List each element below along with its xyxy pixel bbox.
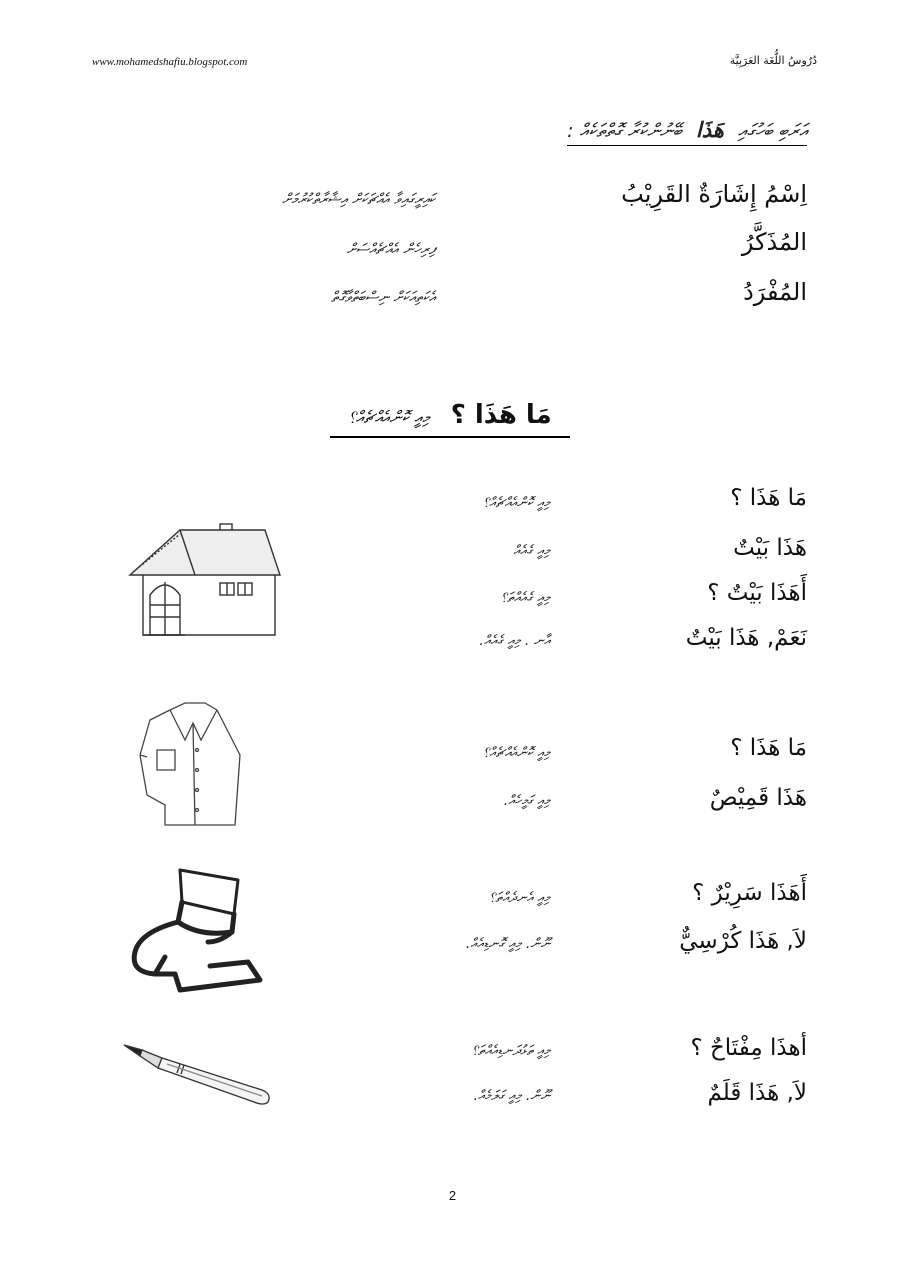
intro-keyword: هَذَا xyxy=(695,118,724,142)
qa-dv-house-3: މިއީ ގެއެއްތަ؟ xyxy=(500,590,550,606)
header-url: www.mohamedshafiu.blogspot.com xyxy=(92,56,248,68)
chair-illustration xyxy=(130,862,270,997)
qa-dv-chair-1: މިއީ އެނދެއްތަ؟ xyxy=(488,890,550,906)
pen-illustration xyxy=(122,1040,277,1110)
qa-dv-pen-2: ނޫން. މިއީ ގަލަމެއް. xyxy=(473,1088,550,1104)
section-title xyxy=(330,400,570,438)
page-number: 2 xyxy=(448,1188,457,1203)
intro-line xyxy=(567,118,807,146)
definition-ar-3: المُفْرَدُ xyxy=(743,278,807,306)
qa-dv-chair-2: ނޫން. މިއީ ގޮނޑިއެއް. xyxy=(465,936,550,952)
qa-ar-house-3: أَهَذَا بَيْتٌ ؟ xyxy=(707,580,807,606)
header-title: دُرُوسُ اللُّغَة العَرَبِيَّة xyxy=(729,54,817,67)
qa-dv-house-1: މިއީ ކޮންއެއްޗެއް؟ xyxy=(482,495,550,511)
qa-ar-chair-2: لاَ, هَذَا كُرْسِيٌّ xyxy=(679,928,807,954)
qa-ar-house-1: مَا هَذَا ؟ xyxy=(730,485,807,511)
qa-ar-shirt-1: مَا هَذَا ؟ xyxy=(730,735,807,761)
section-title-dv: މިއީ ކޮންއެއްޗެއް؟ xyxy=(348,408,430,428)
intro-after: ބޭނުންކުރާ ގޮތްތަކެއް : xyxy=(567,120,682,142)
qa-ar-pen-1: أهذَا مِفْتَاحٌ ؟ xyxy=(690,1035,807,1061)
qa-ar-pen-2: لاَ, هَذَا قَلَمٌ xyxy=(707,1080,807,1106)
intro-before: އަރަބި ބަހުގައި xyxy=(737,120,807,142)
definition-dv-2: ފިރިހެން އެއްޗެއްސަށް xyxy=(346,240,435,258)
definition-dv-1: ކައިރީގައިވާ އެއްޗަކަށް އިޝާރާތްކުރުމަށް xyxy=(282,190,435,208)
definition-dv-3: އެކަތިއަކަށް ނިސްބަތްވާގޮތް xyxy=(330,288,435,306)
qa-dv-shirt-2: މިއީ ގަމީހެއް. xyxy=(503,793,550,809)
qa-ar-chair-1: أَهَذَا سَرِيْرٌ ؟ xyxy=(692,880,807,906)
qa-dv-house-4: އާނ . މިއީ ގެއެއް. xyxy=(479,633,550,649)
section-title-ar: مَا هَذَا ؟ xyxy=(450,400,552,430)
qa-dv-pen-1: މިއީ ތަޅުދަނޑިއެއްތަ؟ xyxy=(471,1043,550,1059)
qa-ar-shirt-2: هَذَا قَمِيْصٌ xyxy=(709,785,807,811)
definition-ar-2: المُذَكَّرُ xyxy=(741,228,807,256)
qa-ar-house-4: نَعَمْ, هَذَا بَيْتٌ xyxy=(685,625,807,651)
shirt-illustration xyxy=(135,695,250,830)
house-illustration xyxy=(125,520,285,645)
definition-ar-1: اِسْمُ إِشَارَةٌ القَرِيْبُ xyxy=(621,180,807,208)
qa-ar-house-2: هَذَا بَيْتٌ xyxy=(733,535,807,561)
qa-dv-house-2: މިއީ ގެއެއް xyxy=(513,543,550,559)
qa-dv-shirt-1: މިއީ ކޮންއެއްޗެއް؟ xyxy=(482,745,550,761)
